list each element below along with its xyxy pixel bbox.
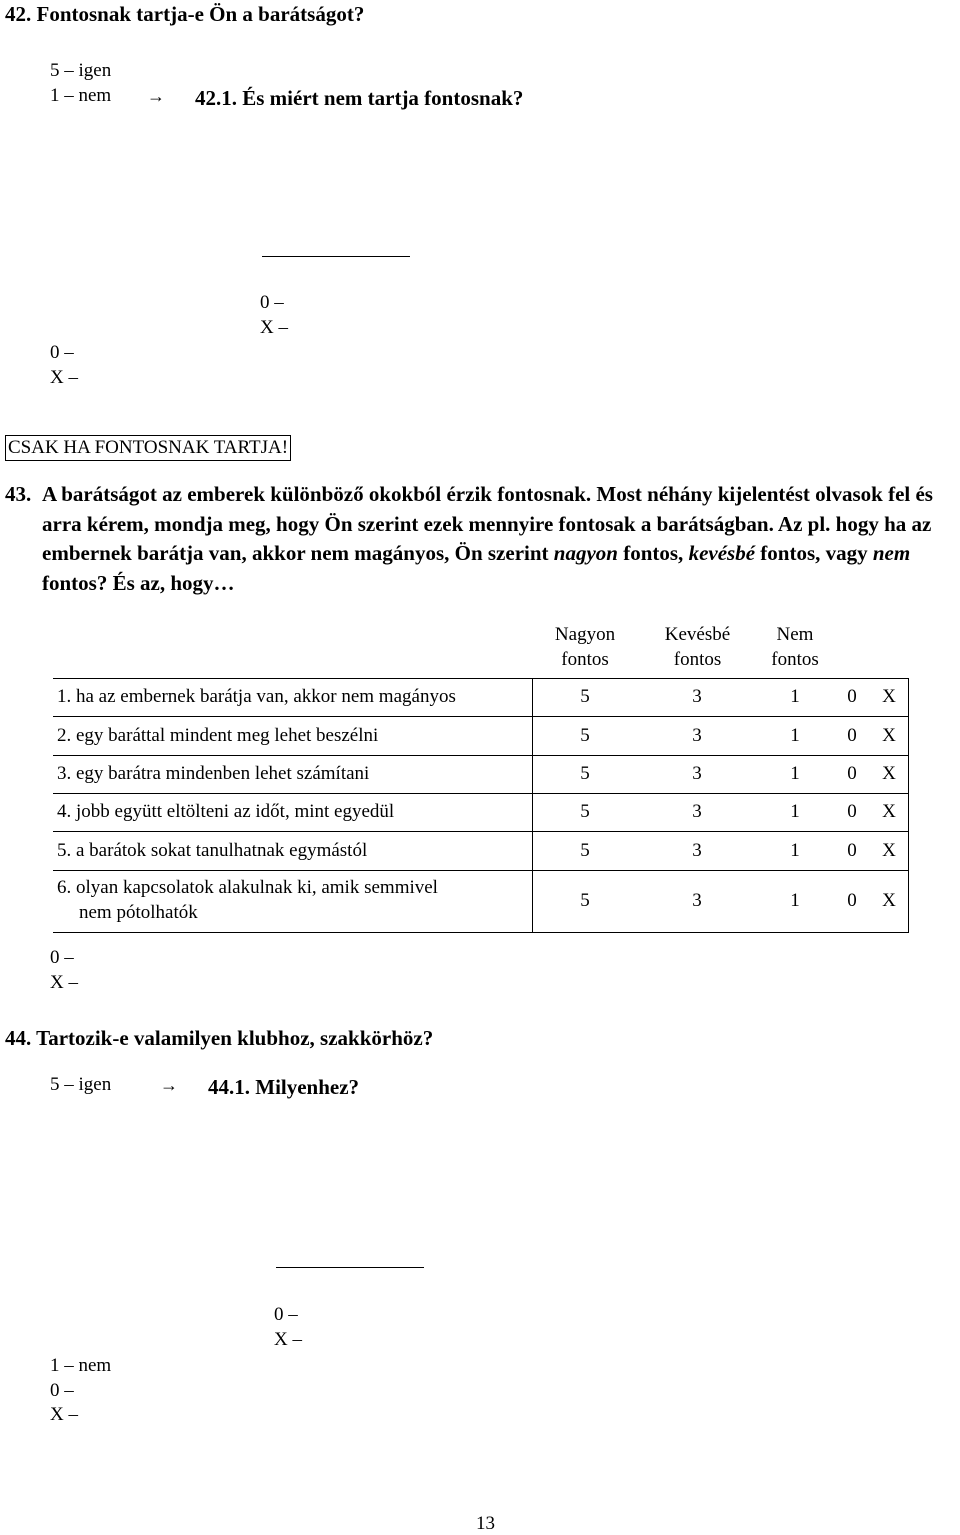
code-3[interactable]: 3 <box>692 801 702 822</box>
header-kevesbe-fontos: Kevésbé fontos <box>664 624 731 670</box>
q44-option-no: 1 – nem <box>50 1355 112 1376</box>
row-label: 1. ha az embernek barátja van, akkor nem magányos <box>57 686 456 707</box>
q43-code-0: 0 – <box>50 947 74 968</box>
row-label: 3. egy barátra mindenben lehet számítani <box>57 763 370 784</box>
row-label: 4. jobb együtt eltölteni az időt, mint egyedül <box>57 801 395 822</box>
code-5[interactable]: 5 <box>580 890 590 911</box>
code-5[interactable]: 5 <box>580 840 590 861</box>
arrow-right-icon: → <box>147 86 165 106</box>
q43-code-x: X – <box>50 972 78 993</box>
row-label: 5. a barátok sokat tanulhatnak egymástól <box>57 840 368 861</box>
code-1[interactable]: 1 <box>790 686 800 707</box>
table-row-divider <box>53 831 909 832</box>
code-1[interactable]: 1 <box>790 840 800 861</box>
code-x[interactable]: X <box>882 801 896 822</box>
q42-option-yes: 5 – igen <box>50 60 112 81</box>
row-label: 2. egy baráttal mindent meg lehet beszélni <box>57 725 379 746</box>
code-0[interactable]: 0 <box>847 890 857 911</box>
code-5[interactable]: 5 <box>580 763 590 784</box>
question-43-text <box>5 480 950 598</box>
q44-followup-question: 44.1. Milyenhez? <box>208 1075 360 1099</box>
q44-followup-code-0: 0 – <box>274 1304 298 1325</box>
q42-option-no: 1 – nem <box>50 85 112 106</box>
q44-code-x: X – <box>50 1404 78 1425</box>
code-0[interactable]: 0 <box>847 840 857 861</box>
code-0[interactable]: 0 <box>847 801 857 822</box>
q42-followup-code-0: 0 – <box>260 292 284 313</box>
page-number: 13 <box>476 1513 495 1534</box>
question-43-body: A barátságot az emberek különböző okokból érzik fontosnak. Most néhány kijelentést olvasok fel és arra kérem, mondja meg, hogy Ön szerint ezek mennyire fontosak a barátságban. Az pl. hogy ha az embernek barátja van, akkor nem magányos, Ön szerint nagyon fontos, kevésbé fontos, vagy nem fontos? És az, hogy… <box>42 482 933 595</box>
question-43-number: 43. <box>5 482 32 506</box>
code-5[interactable]: 5 <box>580 801 590 822</box>
code-x[interactable]: X <box>882 890 896 911</box>
code-1[interactable]: 1 <box>790 890 800 911</box>
code-3[interactable]: 3 <box>692 686 702 707</box>
code-x[interactable]: X <box>882 763 896 784</box>
table-column-divider <box>532 678 533 933</box>
table-border-top <box>53 678 909 679</box>
table-border-right <box>908 678 909 933</box>
q42-code-0: 0 – <box>50 342 74 363</box>
q44-option-yes: 5 – igen <box>50 1074 112 1095</box>
code-3[interactable]: 3 <box>692 725 702 746</box>
q44-answer-line <box>276 1267 424 1268</box>
code-3[interactable]: 3 <box>692 890 702 911</box>
q42-answer-line <box>262 256 410 257</box>
q42-code-x: X – <box>50 367 78 388</box>
code-0[interactable]: 0 <box>847 725 857 746</box>
q44-code-0: 0 – <box>50 1380 74 1401</box>
arrow-right-icon: → <box>160 1075 178 1095</box>
instruction-box: CSAK HA FONTOSNAK TARTJA! <box>5 435 291 461</box>
q42-followup-question: 42.1. És miért nem tartja fontosnak? <box>195 86 524 110</box>
code-3[interactable]: 3 <box>692 763 702 784</box>
q42-followup-code-x: X – <box>260 317 288 338</box>
table-row-divider <box>53 870 909 871</box>
code-x[interactable]: X <box>882 725 896 746</box>
code-1[interactable]: 1 <box>790 725 800 746</box>
question-42-title: 42. Fontosnak tartja-e Ön a barátságot? <box>5 2 365 26</box>
table-row-divider <box>53 793 909 794</box>
table-border-bottom <box>53 932 909 933</box>
header-nagyon-fontos: Nagyon fontos <box>554 624 616 670</box>
code-5[interactable]: 5 <box>580 725 590 746</box>
code-x[interactable]: X <box>882 840 896 861</box>
code-1[interactable]: 1 <box>790 763 800 784</box>
row-label-line2: nem pótolhatók <box>79 902 198 923</box>
table-row-divider <box>53 755 909 756</box>
code-5[interactable]: 5 <box>580 686 590 707</box>
q44-followup-code-x: X – <box>274 1329 302 1350</box>
code-3[interactable]: 3 <box>692 840 702 861</box>
code-0[interactable]: 0 <box>847 763 857 784</box>
code-x[interactable]: X <box>882 686 896 707</box>
code-1[interactable]: 1 <box>790 801 800 822</box>
question-44-title: 44. Tartozik-e valamilyen klubhoz, szakkörhöz? <box>5 1026 434 1050</box>
header-nem-fontos: Nem fontos <box>771 624 819 670</box>
code-0[interactable]: 0 <box>847 686 857 707</box>
table-row-divider <box>53 716 909 717</box>
row-label-line1: 6. olyan kapcsolatok alakulnak ki, amik semmivel <box>57 877 438 898</box>
